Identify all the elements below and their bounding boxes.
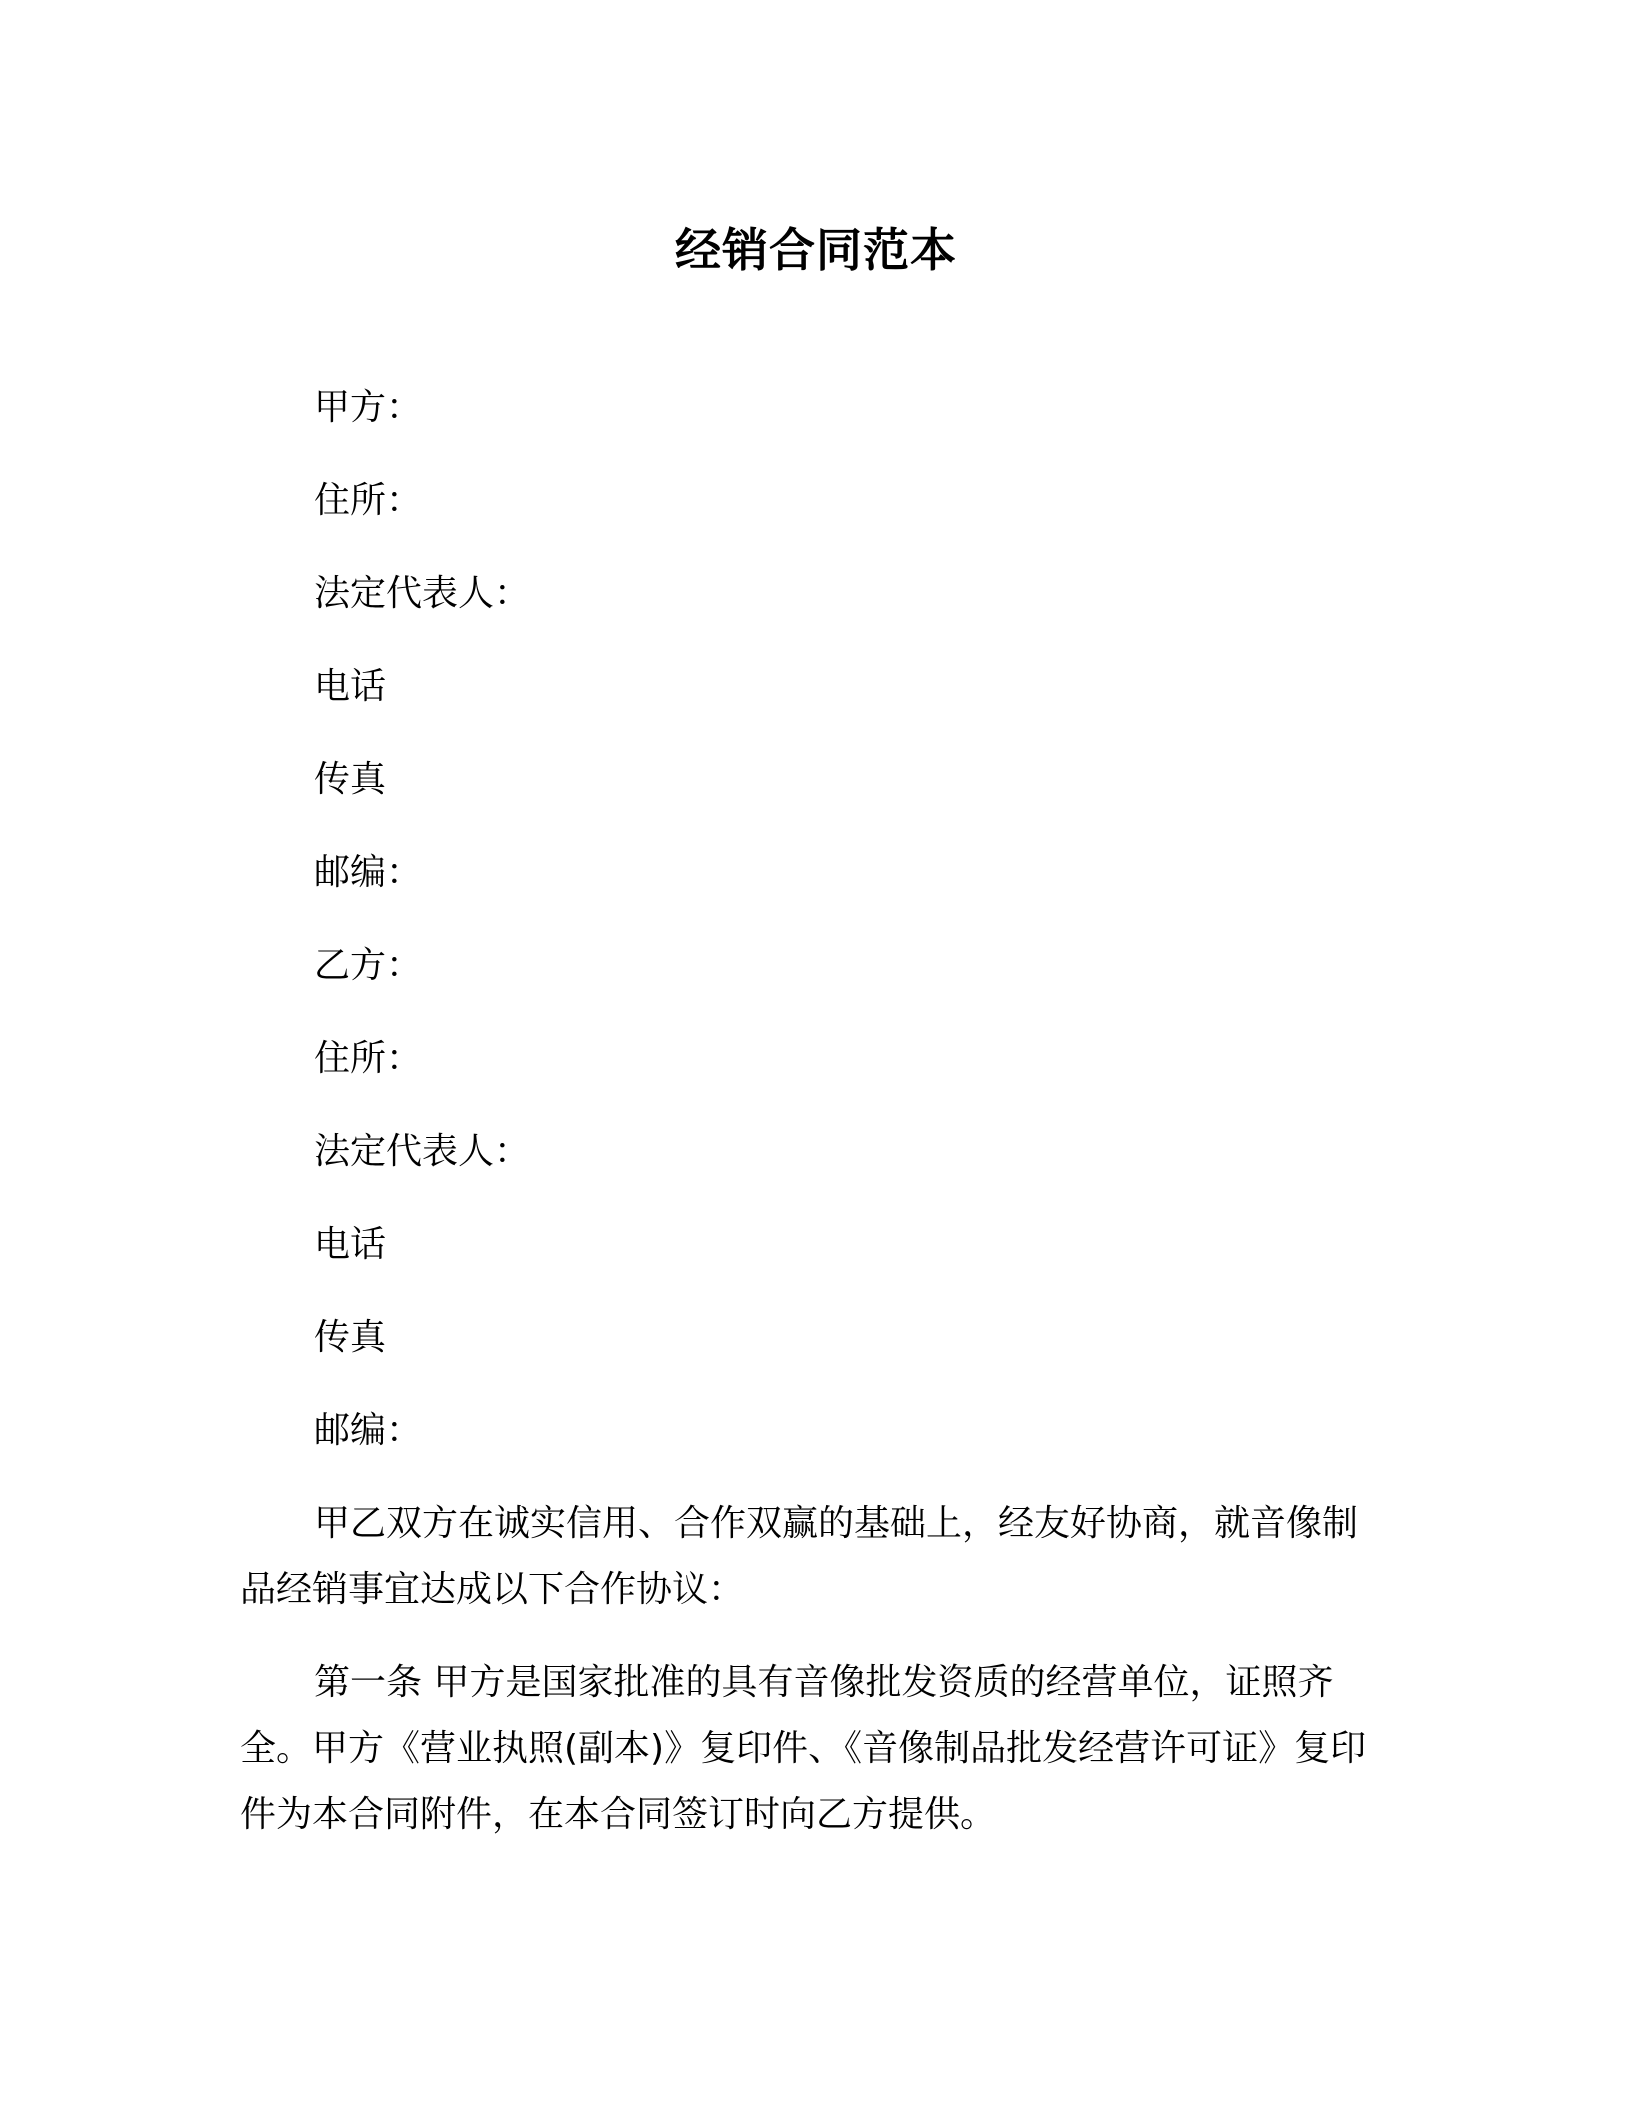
party-a-postcode-label: 邮编： [314,852,423,893]
party-a-name-label: 甲方： [314,387,423,428]
article-1-paragraph: 第一条 甲方是国家批准的具有音像批发资质的经营单位，证照齐全。甲方《营业执照(副本)》复印件、《音像制品批发经营许可证》复印件为本合同附件，在本合同签订时向乙方提供。 [240,1662,1367,1835]
party-b-name-label: 乙方： [314,945,423,986]
party-a-address-label: 住所： [314,480,423,521]
document-title: 经销合同范本 [675,223,957,277]
preamble-paragraph: 甲乙双方在诚实信用、合作双赢的基础上，经友好协商，就音像制品经销事宜达成以下合作协议： [240,1503,1359,1610]
party-b-address-label: 住所： [314,1038,423,1079]
party-b-postcode-label: 邮编： [314,1410,423,1451]
party-a-fax-label: 传真 [314,759,387,800]
party-b-phone-label: 电话 [314,1224,387,1265]
party-b-legal-rep-label: 法定代表人： [314,1131,531,1172]
party-b-fax-label: 传真 [314,1317,387,1358]
party-a-legal-rep-label: 法定代表人： [314,573,531,614]
party-a-phone-label: 电话 [314,666,387,707]
